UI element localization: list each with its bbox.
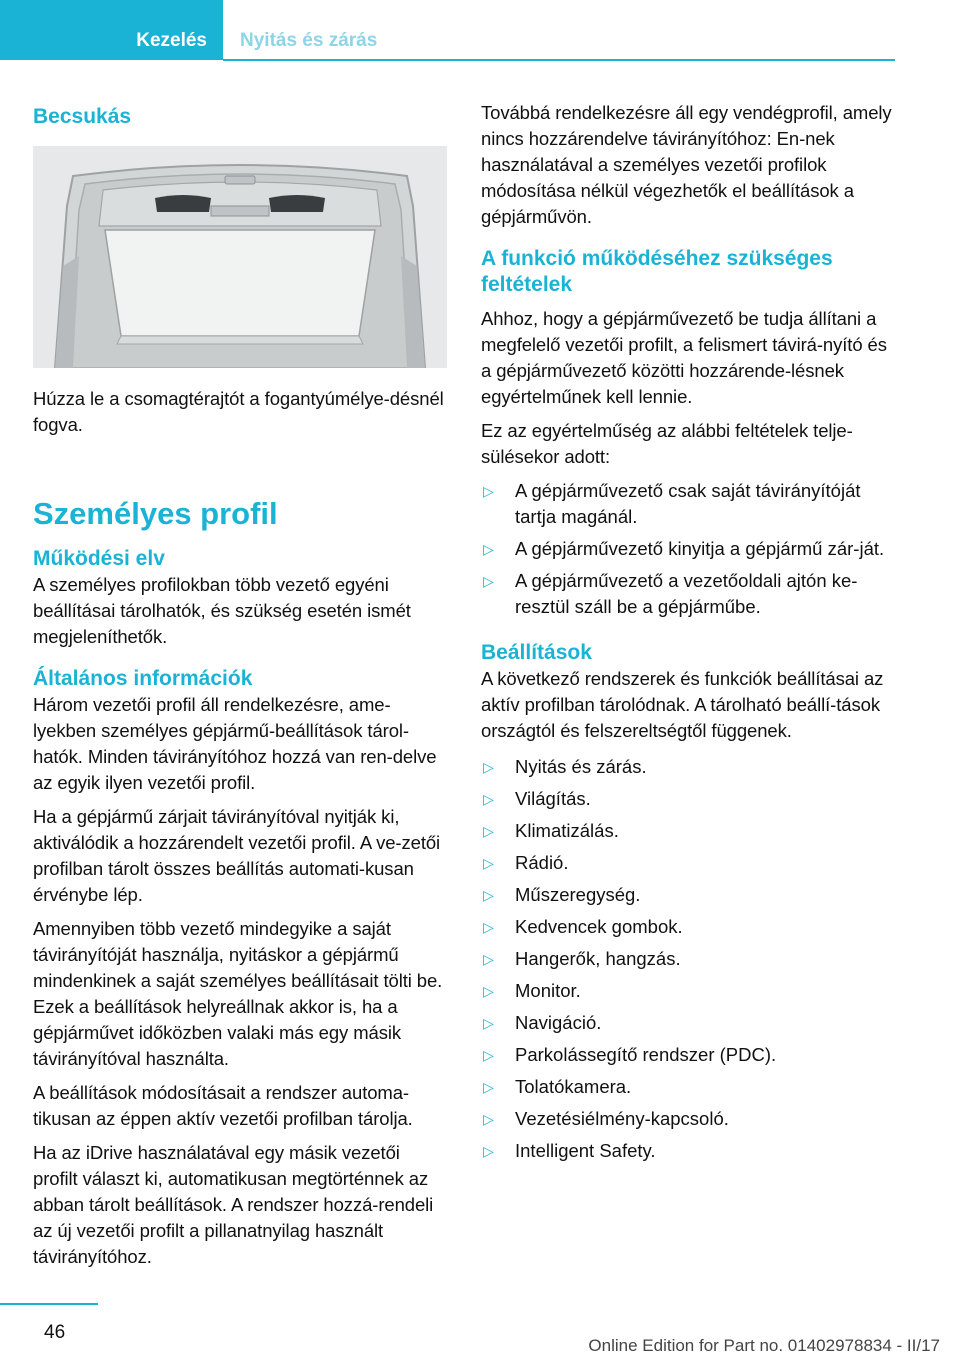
header-divider bbox=[223, 59, 895, 61]
list-item: ▷ Tolatókamera. bbox=[481, 1074, 895, 1100]
paragraph-5: Ha az iDrive használatával egy másik vezetői profilt választ ki, automatikusan megtörténnek az abban tárolt beállítások. A rendszer hozzá‐rendeli az új vezetői profilt a pillanatnyilag használt távirányítóhoz. bbox=[33, 1142, 434, 1267]
settings-list bbox=[481, 754, 895, 1164]
right-column bbox=[481, 100, 895, 1164]
list-item: ▷ Nyitás és zárás. bbox=[481, 754, 895, 780]
func-paragraph-1: Ahhoz, hogy a gépjárművezető be tudja állítani a megfelelő vezetői profilt, a felismert távirá‐nyító és a gépjárművezető közötti hozzárende‐lésnek egyértelműnek kell lennie. bbox=[481, 308, 887, 407]
func-paragraph-2: Ez az egyértelműség az alábbi feltételek telje‐sülésekor adott: bbox=[481, 420, 853, 467]
mukodesi-text: A személyes profilokban több vezető egyéni beállításai tárolhatók, és szükség esetén ismét megjeleníthetők. bbox=[33, 574, 411, 647]
list-item: ▷ Intelligent Safety. bbox=[481, 1138, 895, 1164]
triangle-bullet-icon: ▷ bbox=[483, 1143, 494, 1159]
list-item: ▷ A gépjárművezető a vezetőoldali ajtón ke‐resztül száll be a gépjárműbe. bbox=[481, 568, 895, 620]
list-item: ▷ A gépjárművezető csak saját távirányítóját tartja magánál. bbox=[481, 478, 895, 530]
list-item: ▷ Klimatizálás. bbox=[481, 818, 895, 844]
list-item: ▷ Monitor. bbox=[481, 978, 895, 1004]
triangle-bullet-icon: ▷ bbox=[483, 855, 494, 871]
footer-divider bbox=[0, 1303, 98, 1305]
triangle-bullet-icon: ▷ bbox=[483, 1111, 494, 1127]
list-item: ▷ Műszeregység. bbox=[481, 882, 895, 908]
triangle-bullet-icon: ▷ bbox=[483, 1047, 494, 1063]
paragraph-3: Amennyiben több vezető mindegyike a saját távirányítóját használja, nyitáskor a gépjármű mindenkinek a saját személyes beállításait tölti be. Ezek a beállítások helyreállnak akkor is, ha a gépjárművet időközben valaki más egy másik távirányítóval használta. bbox=[33, 918, 443, 1069]
paragraph-1: Három vezetői profil áll rendelkezésre, ame‐lyekben személyes gépjármű-beállítások tárol‐hatók. Minden távirányítóhoz hozzá van ren‐delve az egyik ilyen vezetői profil. bbox=[33, 694, 437, 793]
section-tab: Nyitás és zárás bbox=[240, 30, 378, 51]
triangle-bullet-icon: ▷ bbox=[483, 823, 494, 839]
list-item: ▷ Kedvencek gombok. bbox=[481, 914, 895, 940]
list-item: ▷ Navigáció. bbox=[481, 1010, 895, 1036]
edition-note: Online Edition for Part no. 01402978834 - II/17 bbox=[588, 1336, 940, 1355]
list-item: ▷ Parkolássegítő rendszer (PDC). bbox=[481, 1042, 895, 1068]
triangle-bullet-icon: ▷ bbox=[483, 1079, 494, 1095]
tailgate-illustration bbox=[33, 146, 447, 368]
section-title: Személyes profil bbox=[33, 496, 278, 531]
triangle-bullet-icon: ▷ bbox=[483, 759, 494, 775]
guest-profile-text: Továbbá rendelkezésre áll egy vendégprofil, amely nincs hozzárendelve távirányítóhoz: En‐nek használatával a személyes vezetői profilok módosítása nélkül végezhetők el beállítások a gépjárművön. bbox=[481, 102, 892, 227]
list-item: ▷ A gépjárművezető kinyitja a gépjármű zár‐ját. bbox=[481, 536, 895, 562]
page-header bbox=[0, 0, 895, 60]
altalanos-heading: Általános információk bbox=[33, 667, 253, 690]
triangle-bullet-icon: ▷ bbox=[483, 483, 494, 499]
func-heading: A funkció működéséhez szükséges feltételek bbox=[481, 247, 833, 296]
triangle-bullet-icon: ▷ bbox=[483, 1015, 494, 1031]
triangle-bullet-icon: ▷ bbox=[483, 887, 494, 903]
triangle-bullet-icon: ▷ bbox=[483, 541, 494, 557]
conditions-list bbox=[481, 478, 895, 620]
paragraph-4: A beállítások módosításait a rendszer automa‐tikusan az éppen aktív vezetői profilban tárolja. bbox=[33, 1082, 413, 1129]
list-item: ▷ Vezetésiélmény-kapcsoló. bbox=[481, 1106, 895, 1132]
triangle-bullet-icon: ▷ bbox=[483, 983, 494, 999]
triangle-bullet-icon: ▷ bbox=[483, 951, 494, 967]
list-item: ▷ Hangerők, hangzás. bbox=[481, 946, 895, 972]
list-item: ▷ Világítás. bbox=[481, 786, 895, 812]
page-number: 46 bbox=[44, 1322, 66, 1343]
chapter-tab: Kezelés bbox=[0, 0, 223, 60]
triangle-bullet-icon: ▷ bbox=[483, 573, 494, 589]
image-caption: Húzza le a csomagtérajtót a fogantyúmélye‐désnél fogva. bbox=[33, 388, 444, 435]
paragraph-2: Ha a gépjármű zárjait távirányítóval nyitják ki, aktiválódik a hozzárendelt vezetői profil. A ve‐zetői profilban tárolt összes beállítás automati‐kusan érvénybe lép. bbox=[33, 806, 441, 905]
list-item: ▷ Rádió. bbox=[481, 850, 895, 876]
mukodesi-heading: Működési elv bbox=[33, 547, 165, 570]
triangle-bullet-icon: ▷ bbox=[483, 791, 494, 807]
triangle-bullet-icon: ▷ bbox=[483, 919, 494, 935]
becsukas-heading: Becsukás bbox=[33, 105, 132, 128]
beallitasok-text: A következő rendszerek és funkciók beállításai az aktív profilban tárolódnak. A tárolható beállí‐tások országtól és felszereltségtől függenek. bbox=[481, 668, 884, 741]
left-column bbox=[33, 100, 448, 1270]
beallitasok-heading: Beállítások bbox=[481, 641, 592, 664]
tailgate-image bbox=[33, 146, 447, 368]
